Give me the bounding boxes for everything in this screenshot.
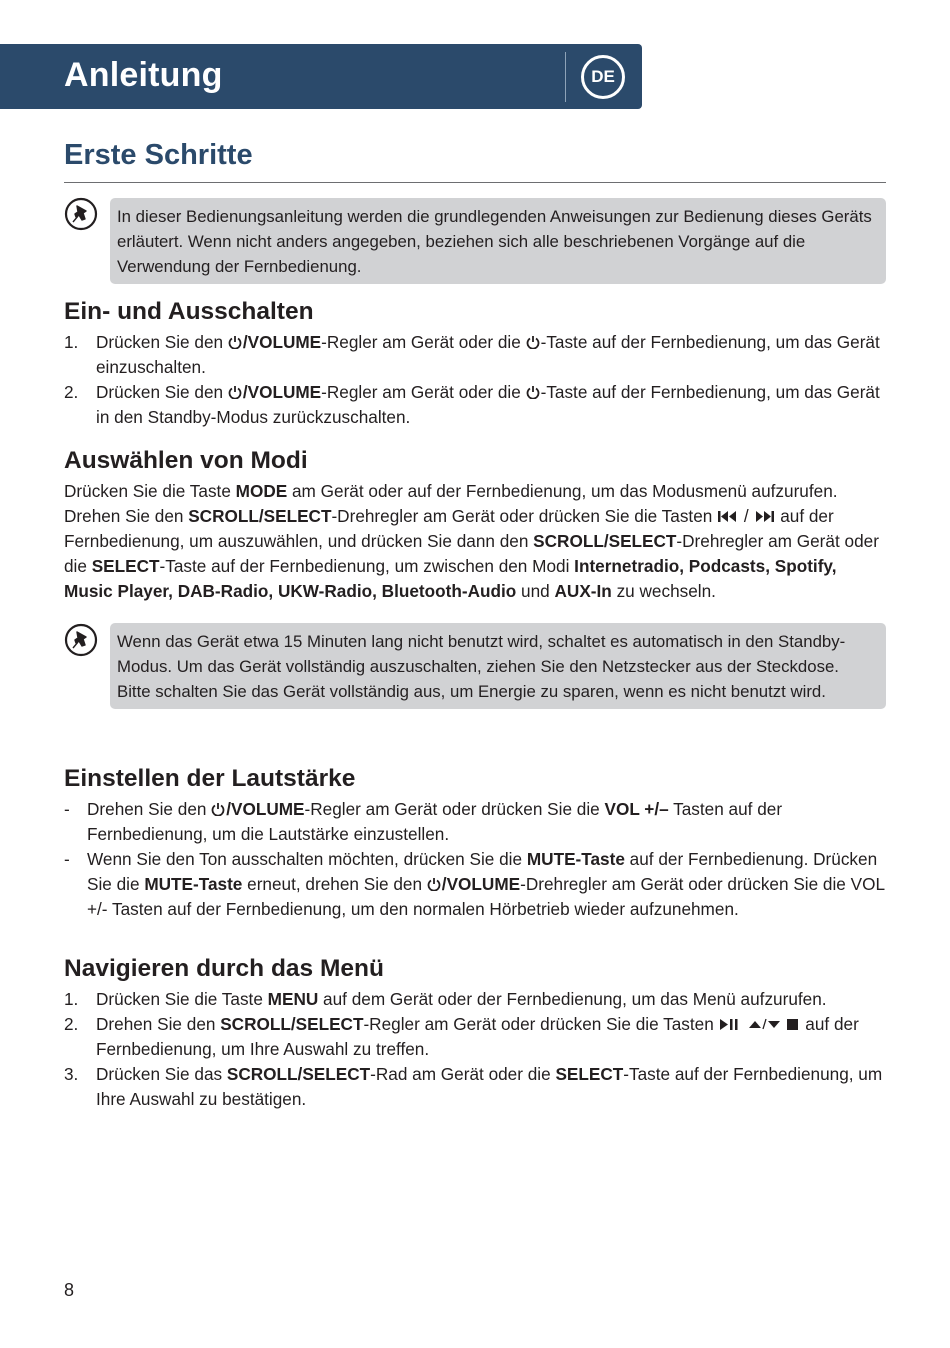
step-text: auf der Fernbedienung. Drücken Sie die: [87, 849, 878, 894]
step-text: Wenn Sie den Ton ausschalten möchten, drücken Sie die: [87, 849, 527, 869]
text: -Taste auf der Fernbedienung, um zwischen den Modi: [159, 556, 575, 576]
step-text: -Regler am Gerät oder die: [321, 382, 526, 402]
modes-paragraph: [64, 479, 886, 604]
list-dash: -: [64, 799, 70, 819]
power-icon: [211, 802, 225, 816]
play-pause-up-down-stop-icons: [719, 1018, 801, 1031]
step-text: auf dem Gerät oder der Fernbedienung, um das Menü aufzurufen.: [318, 989, 827, 1009]
header-title: Anleitung: [64, 56, 223, 94]
pushpin-note-icon: [64, 197, 98, 231]
text: Drücken Sie die Taste: [64, 481, 236, 501]
note-box-intro: [110, 198, 886, 284]
scroll-select-label: SCROLL/SELECT: [188, 506, 332, 526]
header-divider: [565, 52, 566, 102]
step-text: Drücken Sie die Taste: [96, 989, 268, 1009]
note-text: Wenn das Gerät etwa 15 Minuten lang nicht benutzt wird, schaltet es automatisch in den Standby-Modus. Um das Gerät vollständig auszuschalten, ziehen Sie den Netzstecker aus der Steckdose.: [117, 632, 846, 676]
step-text: -Taste auf der Fernbedienung, um Ihre Auswahl zu bestätigen.: [96, 1064, 883, 1109]
power-icon: [526, 385, 540, 399]
header-bar: [0, 44, 642, 109]
volume-label: /VOLUME: [226, 799, 305, 819]
step-text: Drücken Sie den: [96, 382, 228, 402]
list-number: 1.: [64, 332, 79, 352]
step-text: Drehen Sie den: [87, 799, 212, 819]
volume-label: /VOLUME: [242, 332, 322, 352]
list-number: 2.: [64, 1014, 79, 1034]
text: und: [516, 581, 555, 601]
language-badge: DE: [581, 55, 625, 99]
mute-label: MUTE-Taste: [144, 874, 243, 894]
menu-steps: [64, 987, 894, 1112]
heading-menu: Navigieren durch das Menü: [64, 955, 384, 982]
note-box-standby: [110, 623, 886, 709]
page-number: 8: [64, 1280, 75, 1300]
text: am Gerät oder auf der Fernbedienung, um das Modusmenü aufzurufen. Drehen Sie den: [64, 481, 838, 526]
scroll-select-label: SCROLL/SELECT: [226, 1064, 371, 1084]
select-label: SELECT: [91, 556, 160, 576]
power-icon: [228, 335, 242, 349]
text: -Drehregler am Gerät oder die: [64, 531, 879, 576]
step-text: -Regler am Gerät oder drücken Sie die Tasten: [363, 1014, 719, 1034]
step-text: auf der Fernbedienung, um Ihre Auswahl zu treffen.: [96, 1014, 859, 1059]
step-text: -Rad am Gerät oder die: [370, 1064, 556, 1084]
scroll-select-label: SCROLL/SELECT: [220, 1014, 364, 1034]
step-text: -Drehregler am Gerät oder drücken Sie die VOL +/- Tasten auf der Fernbedienung, um den normalen Hörbetrieb wieder aufzunehmen.: [87, 874, 885, 919]
step-text: Tasten auf der Fernbedienung, um die Lautstärke einzustellen.: [87, 799, 783, 844]
note-text: Bitte schalten Sie das Gerät vollständig aus, um Energie zu sparen, wenn es nicht benutzt wird.: [117, 682, 826, 701]
step-text: Drücken Sie den: [96, 332, 228, 352]
pushpin-note-icon: [64, 623, 98, 657]
heading-modes: Auswählen von Modi: [64, 447, 308, 474]
mode-label: MODE: [235, 481, 288, 501]
step-text: -Taste auf der Fernbedienung, um das Gerät in den Standby-Modus zurückzuschalten.: [96, 382, 880, 427]
modes-list: Internetradio, Podcasts, Spotify, Music Player, DAB-Radio, UKW-Radio, Bluetooth-Audio: [64, 556, 837, 601]
power-icon: [526, 335, 540, 349]
power-icon: [427, 877, 441, 891]
step-text: Drücken Sie das: [96, 1064, 227, 1084]
note-text: In dieser Bedienungsanleitung werden die grundlegenden Anweisungen zur Bedienung dieses Geräts erläutert. Wenn nicht anders angegeben, beziehen sich alle beschriebenen Vorgänge auf die Verwendung der Fernbedienung.: [117, 207, 872, 276]
text: auf der Fernbedienung, um auszuwählen, und drücken Sie dann den: [64, 506, 834, 551]
heading-volume: Einstellen der Lautstärke: [64, 765, 356, 792]
list-item: [64, 1062, 894, 1112]
list-item: [64, 380, 894, 430]
list-item: [64, 847, 894, 922]
list-dash: -: [64, 849, 70, 869]
volume-label: /VOLUME: [441, 874, 521, 894]
skip-back-icon: [717, 510, 739, 523]
list-item: [64, 330, 894, 380]
menu-label: MENU: [267, 989, 319, 1009]
skip-forward-icon: [753, 510, 775, 523]
volume-label: /VOLUME: [242, 382, 322, 402]
scroll-select-label: SCROLL/SELECT: [533, 531, 677, 551]
vol-buttons-label: VOL +/–: [604, 799, 669, 819]
step-text: -Regler am Gerät oder drücken Sie die: [304, 799, 605, 819]
step-text: -Taste auf der Fernbedienung, um das Gerät einzuschalten.: [96, 332, 880, 377]
list-item: [64, 987, 894, 1012]
heading-power: Ein- und Ausschalten: [64, 298, 314, 325]
list-number: 1.: [64, 989, 79, 1009]
title-divider: [64, 182, 886, 183]
mute-label: MUTE-Taste: [526, 849, 625, 869]
power-steps: [64, 330, 894, 430]
list-number: 2.: [64, 382, 79, 402]
text: zu wechseln.: [611, 581, 716, 601]
section-title: Erste Schritte: [64, 139, 253, 171]
text: -Drehregler am Gerät oder drücken Sie die Tasten: [331, 506, 718, 526]
step-text: -Regler am Gerät oder die: [321, 332, 526, 352]
step-text: erneut, drehen Sie den: [242, 874, 427, 894]
list-number: 3.: [64, 1064, 79, 1084]
select-label: SELECT: [555, 1064, 624, 1084]
power-icon: [228, 385, 242, 399]
volume-steps: [64, 797, 894, 922]
list-item: [64, 1012, 894, 1062]
aux-in-label: AUX-In: [554, 581, 612, 601]
list-item: [64, 797, 894, 847]
text: /: [739, 506, 754, 526]
step-text: Drehen Sie den: [96, 1014, 221, 1034]
